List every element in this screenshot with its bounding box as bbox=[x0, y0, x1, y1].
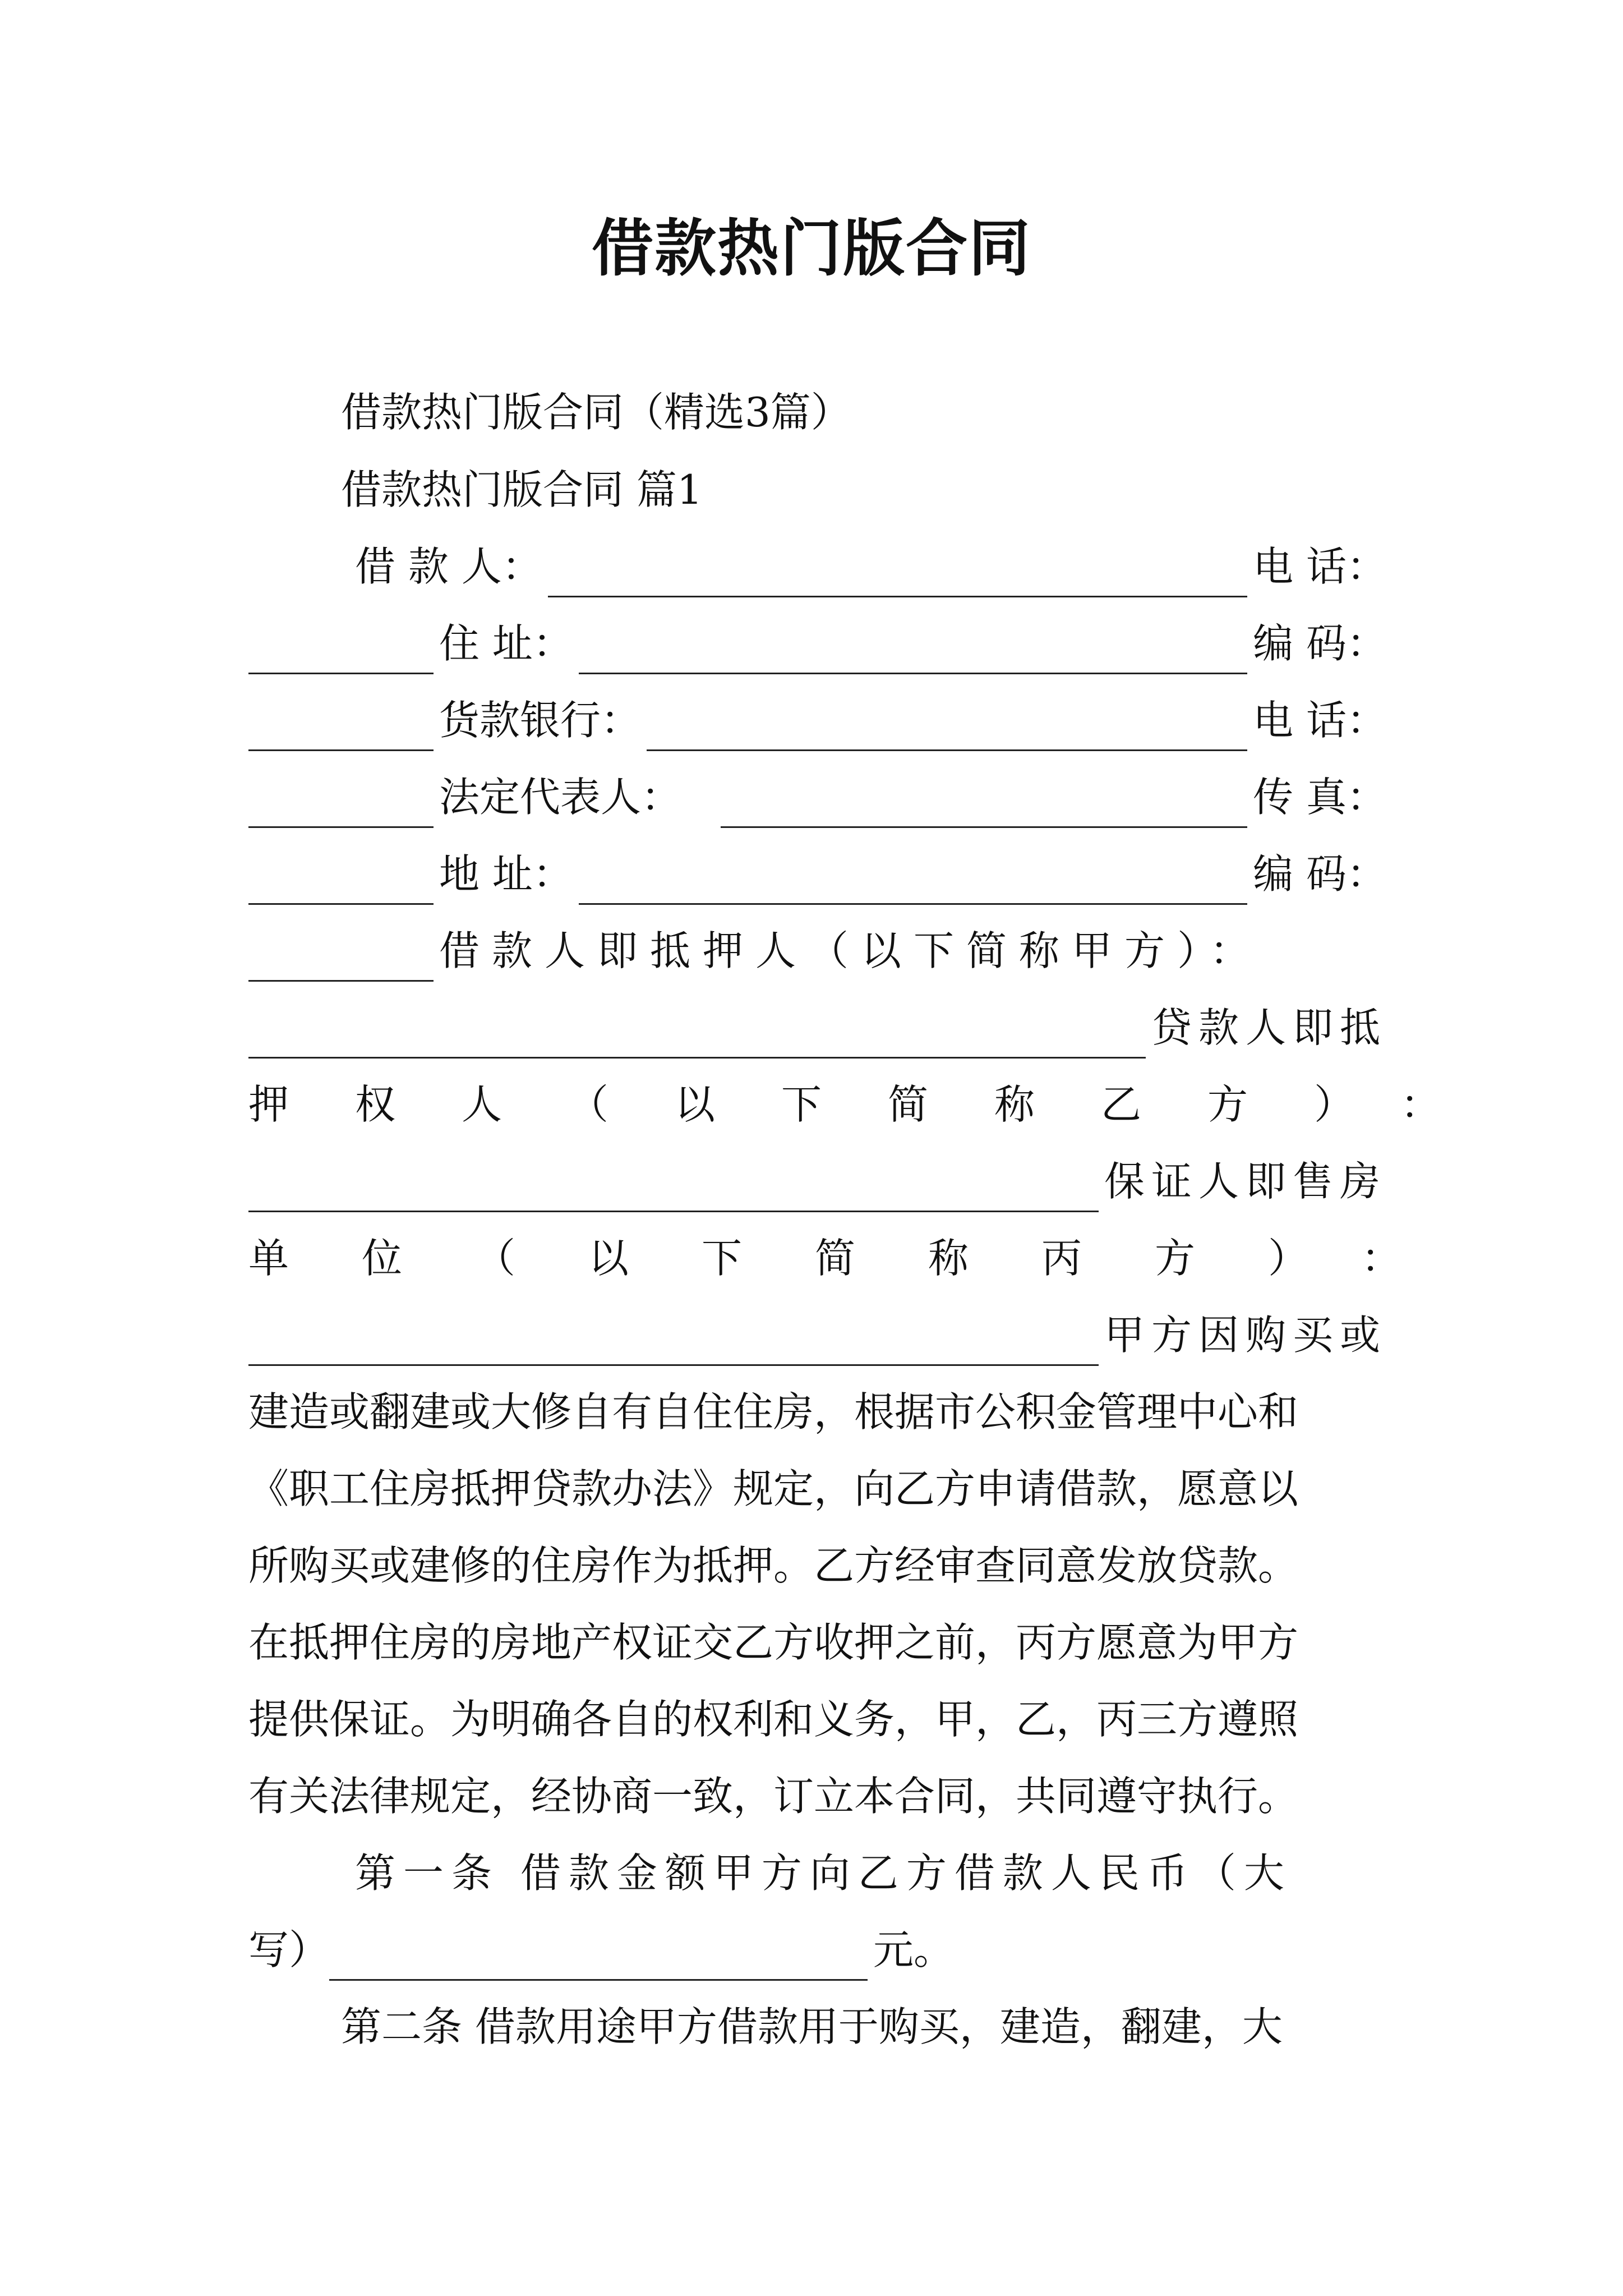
field-row-legal-rep bbox=[248, 766, 1387, 828]
address-blank bbox=[579, 633, 1247, 674]
body-line: 在抵押住房的房地产权证交乙方收押之前，丙方愿意为甲方 bbox=[248, 1619, 1299, 1666]
party-b-tail: 贷款人即抵 bbox=[1151, 1004, 1387, 1051]
article-1-prefix: 写） bbox=[248, 1926, 330, 1973]
legal-rep-label: 法定代表人： bbox=[439, 774, 682, 821]
party-c-blank bbox=[248, 1325, 1099, 1366]
field-row-bank bbox=[248, 689, 1387, 751]
party-a-label: 借款人即抵押人（以下简称甲方）： bbox=[439, 927, 1263, 974]
amount-blank bbox=[329, 1940, 868, 1981]
borrower-label: 借 款 人： bbox=[355, 543, 542, 590]
phone-blank bbox=[248, 633, 434, 674]
body-line: 建造或翻建或大修自有自住住房，根据市公积金管理中心和 bbox=[248, 1388, 1299, 1435]
bank-blank bbox=[647, 710, 1247, 751]
field-row-address2 bbox=[248, 843, 1387, 905]
body-line: 所购买或建修的住房作为抵押。乙方经审查同意发放贷款。 bbox=[248, 1542, 1299, 1589]
borrower-blank bbox=[548, 556, 1247, 597]
postcode2-label: 编 码： bbox=[1253, 850, 1387, 898]
bank-phone-label: 电 话： bbox=[1253, 697, 1387, 744]
fax-blank bbox=[248, 864, 434, 905]
page-title: 借款热门版合同 bbox=[592, 212, 1031, 284]
legal-rep-blank bbox=[721, 787, 1247, 828]
bank-phone-blank bbox=[248, 787, 434, 828]
subtitle: 借款热门版合同（精选3篇） bbox=[341, 389, 851, 436]
article-1: 第一条 借款金额甲方向乙方借款人民币（大 bbox=[355, 1849, 1292, 1897]
field-row-address bbox=[248, 613, 1387, 674]
article-1-amount-row bbox=[248, 1919, 1387, 1981]
field-row-borrower bbox=[248, 536, 1387, 597]
bank-label: 货款银行： bbox=[439, 697, 642, 744]
article-2: 第二条 借款用途甲方借款用于购买，建造，翻建，大 bbox=[341, 2003, 1283, 2050]
section-heading: 借款热门版合同 篇1 bbox=[341, 466, 703, 513]
postcode2-blank bbox=[248, 941, 434, 982]
guarantor-row bbox=[248, 1151, 1387, 1212]
postcode-label: 编 码： bbox=[1253, 620, 1387, 667]
address2-blank bbox=[579, 864, 1247, 905]
body-line: 《职工住房抵押贷款办法》规定，向乙方申请借款，愿意以 bbox=[248, 1465, 1299, 1512]
postcode-blank bbox=[248, 710, 434, 751]
lender-row bbox=[248, 997, 1387, 1059]
party-c-label: 单位（以下简称丙方）： bbox=[248, 1235, 1475, 1282]
article-1-suffix: 元。 bbox=[873, 1926, 955, 1973]
party-b-label: 押权人（以下简称乙方）： bbox=[248, 1081, 1507, 1128]
body-line: 提供保证。为明确各自的权利和义务，甲，乙，丙三方遵照 bbox=[248, 1696, 1299, 1743]
party-c-tail: 保证人即售房 bbox=[1104, 1158, 1387, 1205]
phone-label: 电 话： bbox=[1253, 543, 1387, 590]
body-line: 有关法律规定，经协商一致，订立本合同，共同遵守执行。 bbox=[248, 1773, 1299, 1820]
body-start-row bbox=[248, 1304, 1387, 1366]
party-a-row bbox=[248, 920, 1387, 982]
party-a-blank bbox=[248, 1018, 1146, 1059]
fax-label: 传 真： bbox=[1253, 774, 1387, 821]
address-label: 住 址： bbox=[439, 620, 573, 667]
party-b-blank bbox=[248, 1171, 1099, 1212]
address2-label: 地 址： bbox=[439, 850, 573, 898]
body-tail: 甲方因购买或 bbox=[1104, 1312, 1387, 1359]
